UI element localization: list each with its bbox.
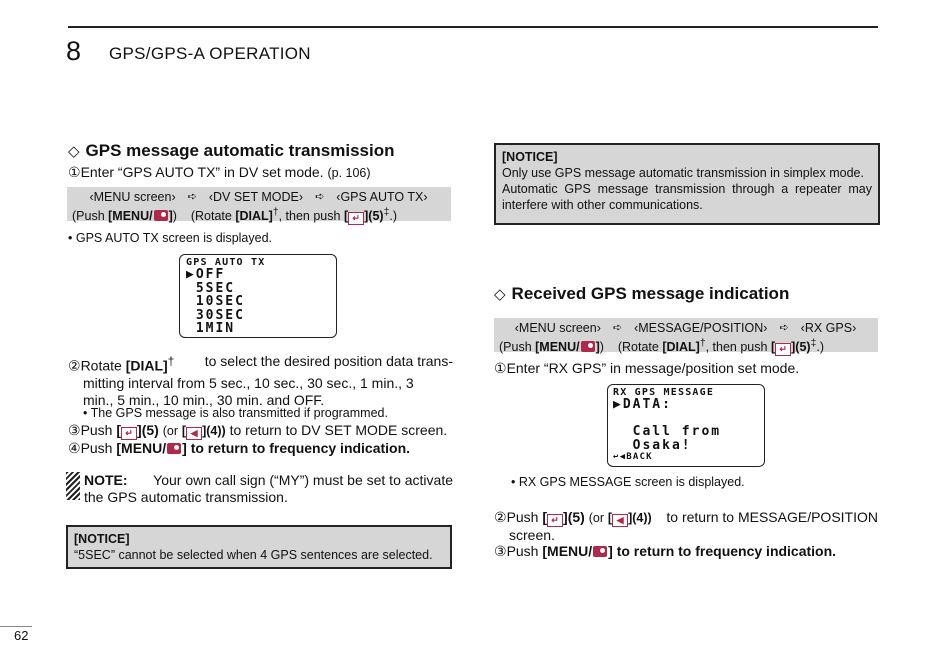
chapter-number: 8: [66, 36, 82, 66]
rx-step-1: ①Enter “RX GPS” in message/position set mode.: [494, 360, 800, 376]
menu-path-box-rx: ‹MENU screen› ➪ ‹MESSAGE/POSITION› ➪ ‹RX GPS› (Push [MENU/ ]) (Rotate [DIAL]†, then push [ ↵ ](5)‡.): [494, 318, 878, 352]
note-icon: [66, 472, 80, 505]
back-key-icon: ◀: [186, 427, 202, 440]
chapter-title: GPS/GPS-A OPERATION: [109, 44, 311, 63]
diamond-icon: ◇: [494, 286, 506, 303]
footer-rule: [0, 626, 32, 627]
diamond-icon: ◇: [68, 143, 80, 160]
step-3: ③Push [ ↵ ](5) (or [ ◀ ](4)) to return to DV SET MODE screen.: [68, 422, 448, 438]
return-key-icon: ↵: [121, 427, 137, 440]
header-rule: [68, 26, 878, 28]
note: NOTE: Your own call sign (“MY”) must be set to activate the GPS automatic transmission.: [84, 472, 453, 505]
key-icon: [593, 546, 607, 557]
return-key-icon: ↵: [547, 514, 563, 527]
menu-path-box: ‹MENU screen› ➪ ‹DV SET MODE› ➪ ‹GPS AUTO TX› (Push [MENU/ ]) (Rotate [DIAL]†, then push [ ↵ ](5)‡.): [67, 187, 451, 221]
lcd-rx-gps-message: RX GPS MESSAGE ▶DATA: Call from Osaka! ↩◀BACK: [607, 384, 765, 467]
return-key-icon: ↵: [775, 343, 791, 356]
return-key-icon: ↵: [348, 212, 364, 225]
lcd-gps-auto-tx: GPS AUTO TX ▶OFF 5SEC 10SEC 30SEC 1MIN: [179, 254, 337, 338]
key-icon: [154, 210, 168, 221]
arrow-icon: ➪: [315, 191, 325, 203]
notice-box-5sec: [NOTICE] “5SEC” cannot be selected when 4 GPS sentences are selected.: [66, 525, 452, 569]
rx-step-3: ③Push [MENU/ ] to return to frequency indication.: [494, 543, 837, 559]
step-2: ②Rotate [DIAL]† to select the desired position data trans- mitting interval from 5 sec., 10 sec., 30 sec., 1 min., 3 min., 5 min., 10 min., 30 min. and OFF.: [68, 353, 453, 408]
rx-step-2: ②Push [ ↵ ](5) (or [ ◀ ](4)) to return to MESSAGE/POSITION screen.: [494, 509, 878, 543]
section-heading-auto-tx: ◇ GPS message automatic transmission: [68, 141, 395, 160]
step-4: ④Push [MENU/ ] to return to frequency indication.: [68, 440, 411, 456]
step-1: ①Enter “GPS AUTO TX” in DV set mode. (p. 106): [68, 164, 371, 180]
key-icon: [167, 443, 181, 454]
section-heading-received: ◇ Received GPS message indication: [494, 284, 790, 303]
notice-box-simplex: [NOTICE] Only use GPS message automatic transmission in simplex mode. Automatic GPS message transmission through a repeater may interfere with other communications.: [494, 143, 880, 225]
key-icon: [581, 341, 595, 352]
arrow-icon: ➪: [187, 191, 197, 203]
arrow-icon: ➪: [779, 322, 789, 334]
bullet-rx-displayed: • RX GPS MESSAGE screen is displayed.: [511, 475, 745, 489]
page-number: 62: [14, 628, 29, 643]
arrow-icon: ➪: [612, 322, 623, 334]
bullet-also-transmitted: • The GPS message is also transmitted if programmed.: [83, 406, 388, 420]
back-arrow-icon: ↩◀: [613, 452, 627, 462]
bullet-screen-displayed: • GPS AUTO TX screen is displayed.: [68, 231, 272, 245]
back-key-icon: ◀: [612, 514, 628, 527]
